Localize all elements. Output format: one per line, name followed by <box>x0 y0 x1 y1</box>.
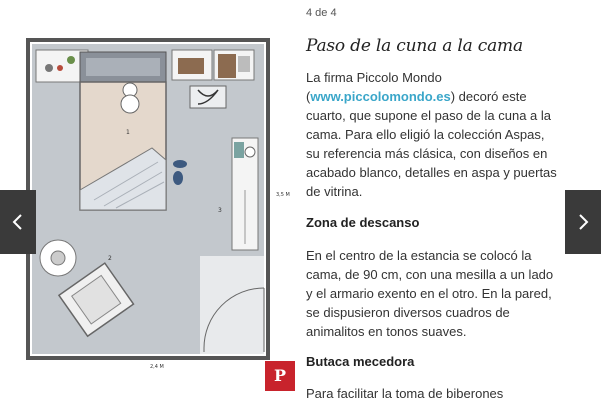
plan-dimension-width: 2,4 M <box>150 364 164 370</box>
floor-plan-image <box>20 30 290 372</box>
plan-label-chair: 2 <box>108 255 112 262</box>
plan-label-wardrobe: 3 <box>218 207 222 214</box>
next-slide-button[interactable] <box>565 190 601 254</box>
section-heading-descanso: Zona de descanso <box>306 215 420 230</box>
previous-slide-button[interactable] <box>0 190 36 254</box>
section-heading-butaca: Butaca mecedora <box>306 354 415 369</box>
intro-text-end: ) decoró este cuarto, que supone el paso de la cuna a la cama. Para ello eligió la colección Aspas, su referencia más clásica, con diseños en acabado blanco, detalles en aspa y puertas de vitrina. <box>306 89 557 199</box>
chevron-right-icon <box>576 212 590 232</box>
intro-text-start: La firma Piccolo Mondo ( <box>306 70 442 104</box>
intro-paragraph <box>306 68 558 201</box>
slide-title: Paso de la cuna a la cama <box>306 36 523 56</box>
pinterest-icon: P <box>273 366 287 385</box>
plan-dimension-height: 3,5 M <box>276 192 290 198</box>
piccolomondo-link[interactable]: www.piccolomondo.es <box>310 89 451 104</box>
slide-counter: 4 de 4 <box>306 7 337 19</box>
pinterest-share-button[interactable] <box>265 361 295 391</box>
section-paragraph-descanso: En el centro de la estancia se colocó la cama, de 90 cm, con una mesilla a un lado y el armario exento en el otro. En la pared, se dispusieron diversos cuadros de animalitos en tonos suaves. <box>306 248 554 339</box>
plan-label-bed: 1 <box>126 129 130 136</box>
slide-caption <box>306 0 558 413</box>
section-paragraph-butaca: Para facilitar la toma de biberones <box>306 386 504 401</box>
chevron-left-icon <box>11 212 25 232</box>
